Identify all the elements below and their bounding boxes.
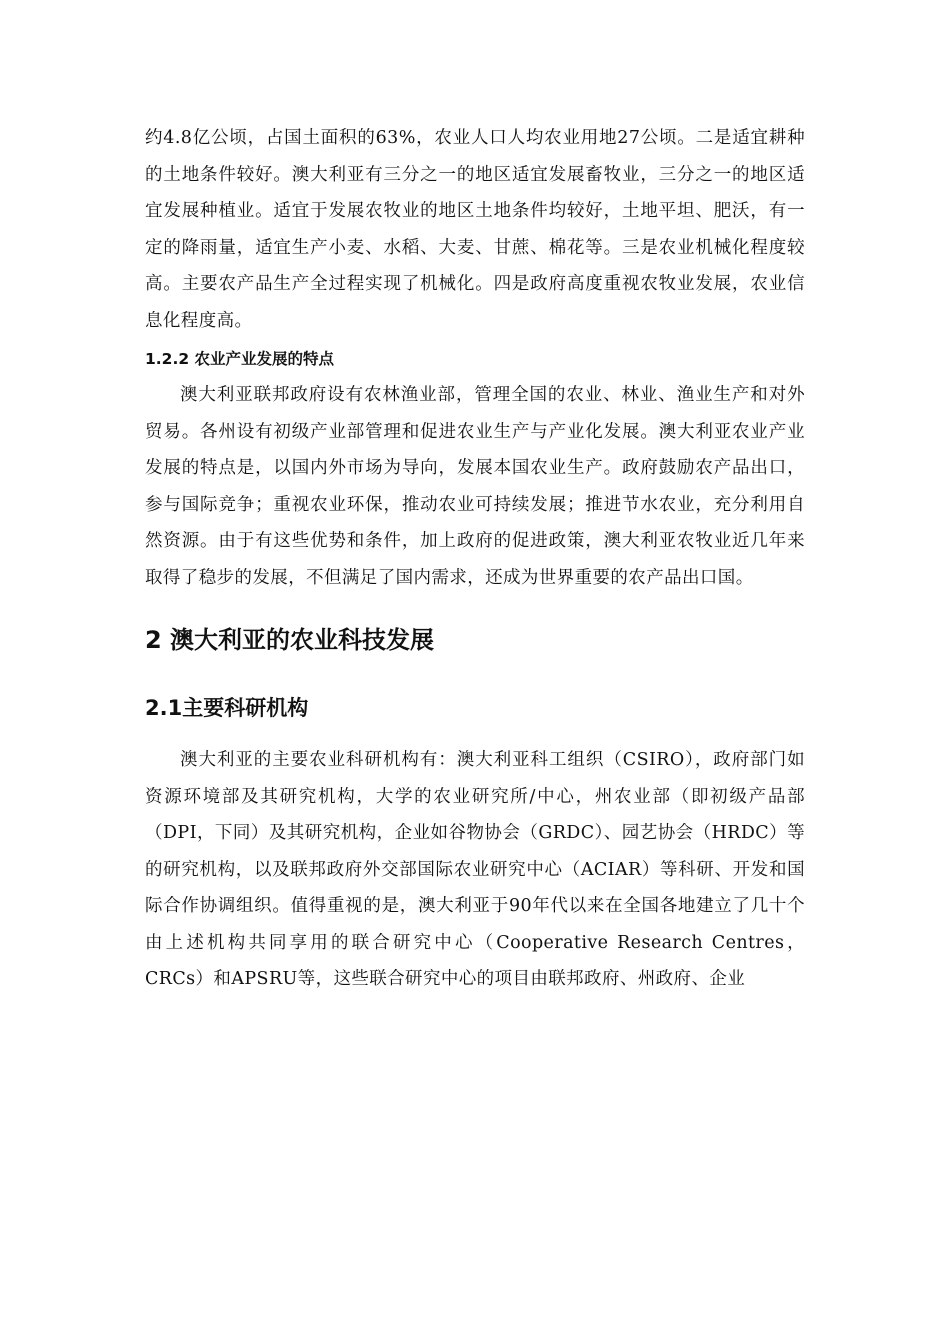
section-heading-2-1: 2.1主要科研机构 [145, 696, 309, 720]
paragraph-research-institutions: 澳大利亚的主要农业科研机构有：澳大利亚科工组织（CSIRO），政府部门如资源环境部及其研究机构，大学的农业研究所/中心，州农业部（即初级产品部（DPI，下同）及其研究机构，企业如谷物协会（GRDC）、园艺协会（HRDC）等的研究机构，以及联邦政府外交部国际农业研究中心（ACIAR）等科研、开发和国际合作协调组织。值得重视的是，澳大利亚于90年代以来在全国各地建立了几十个由上述机构共同享用的联合研究中心（Cooperative Research Centres，CRCs）和APSRU等，这些联合研究中心的项目由联邦政府、州政府、企业 [145, 750, 805, 989]
document-body [145, 120, 805, 998]
section-heading-1-2-2: 1.2.2 农业产业发展的特点 [145, 350, 335, 368]
paragraph-land-conditions: 约4.8亿公顷，占国土面积的63%，农业人口人均农业用地27公顷。二是适宜耕种的土地条件较好。澳大利亚有三分之一的地区适宜发展畜牧业，三分之一的地区适宜发展种植业。适宜于发展农牧业的地区土地条件均较好，土地平坦、肥沃，有一定的降雨量，适宜生产小麦、水稻、大麦、甘蔗、棉花等。三是农业机械化程度较高。主要农产品生产全过程实现了机械化。四是政府高度重视农牧业发展，农业信息化程度高。 [145, 128, 805, 331]
chapter-heading-2: 2 澳大利亚的农业科技发展 [145, 626, 435, 654]
paragraph-industry-features: 澳大利亚联邦政府设有农林渔业部，管理全国的农业、林业、渔业生产和对外贸易。各州设有初级产业部管理和促进农业生产与产业化发展。澳大利亚农业产业发展的特点是，以国内外市场为导向，发展本国农业生产。政府鼓励农产品出口，参与国际竞争；重视农业环保，推动农业可持续发展；推进节水农业，充分利用自然资源。由于有这些优势和条件，加上政府的促进政策，澳大利亚农牧业近几年来取得了稳步的发展，不但满足了国内需求，还成为世界重要的农产品出口国。 [145, 385, 805, 588]
